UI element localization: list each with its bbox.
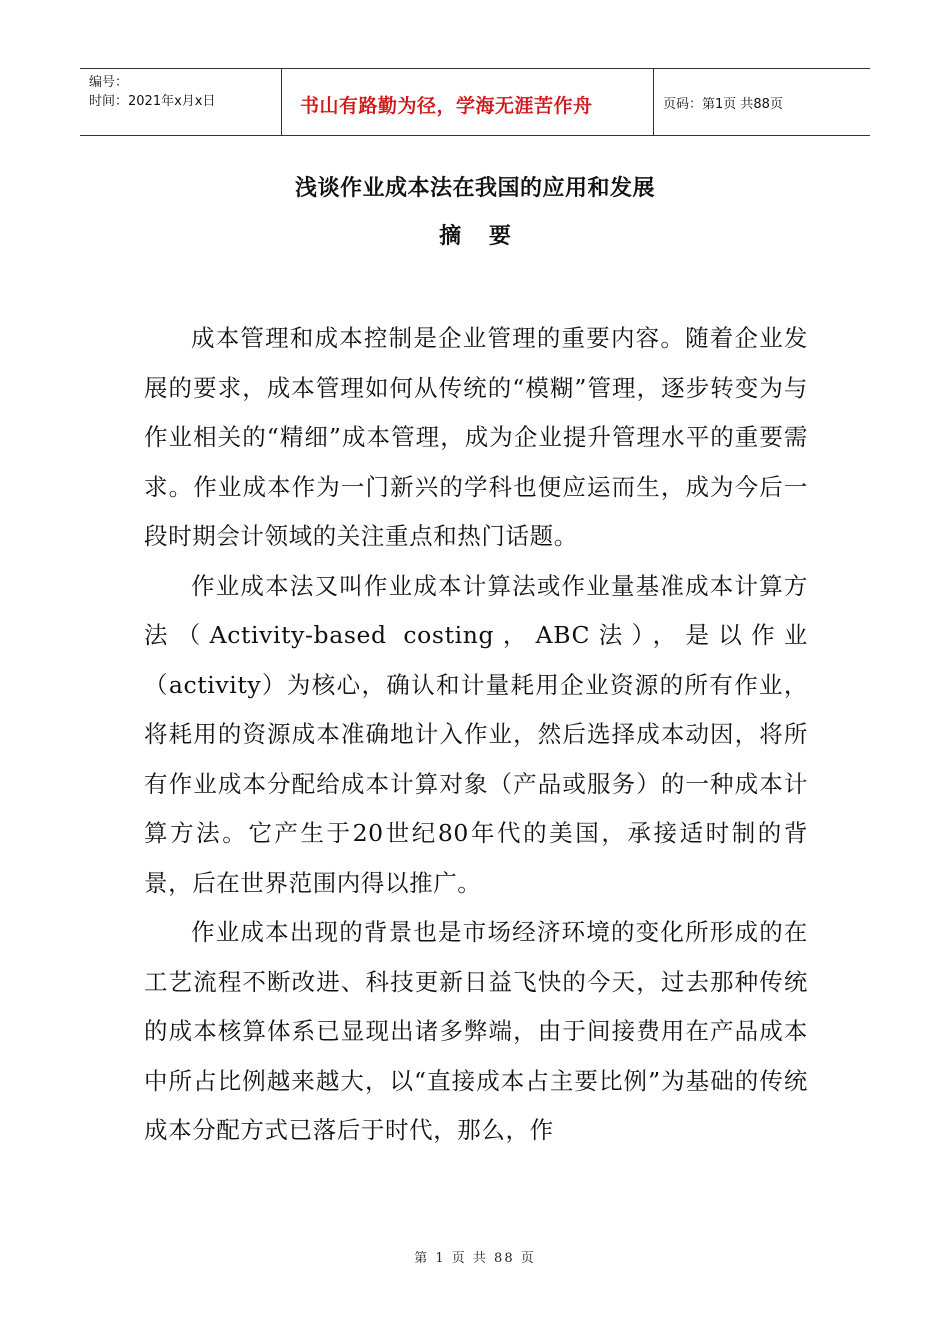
document-number-label: 编号： bbox=[89, 75, 129, 90]
header-page-info: 页码：第1页 共88页 bbox=[663, 96, 783, 112]
page-footer: 第 1 页 共 88 页 bbox=[414, 1251, 536, 1266]
document-date-label: 时间：2021年x月x日 bbox=[89, 94, 216, 109]
abstract-body bbox=[144, 314, 808, 1156]
paragraph: 作业成本法又叫作业成本计算法或作业量基准成本计算方法（Activity-based costing，ABC法），是以作业（activity）为核心，确认和计量耗用企业资源的所有作业，将耗用的资源成本准确地计入作业，然后选择成本动因，将所有作业成本分配给成本计算对象（产品或服务）的一种成本计算方法。它产生于20世纪80年代的美国，承接适时制的背景，后在世界范围内得以推广。 bbox=[144, 571, 808, 897]
header-meta-cell bbox=[80, 69, 281, 135]
paragraph: 成本管理和成本控制是企业管理的重要内容。随着企业发展的要求，成本管理如何从传统的“模糊”管理，逐步转变为与作业相关的“精细”成本管理，成为企业提升管理水平的重要需求。作业成本作为一门新兴的学科也便应运而生，成为今后一段时期会计领域的关注重点和热门话题。 bbox=[144, 324, 808, 550]
document-title: 浅谈作业成本法在我国的应用和发展 bbox=[294, 176, 655, 201]
header-motto: 书山有路勤为径，学海无涯苦作舟 bbox=[281, 69, 654, 135]
paragraph: 作业成本出现的背景也是市场经济环境的变化所形成的在工艺流程不断改进、科技更新日益飞快的今天，过去那种传统的成本核算体系已显现出诸多弊端，由于间接费用在产品成本中所占比例越来越大，以“直接成本占主要比例”为基础的传统成本分配方式已落后于时代，那么，作 bbox=[144, 918, 808, 1144]
abstract-heading: 摘 要 bbox=[439, 224, 521, 249]
header-table bbox=[80, 68, 870, 136]
